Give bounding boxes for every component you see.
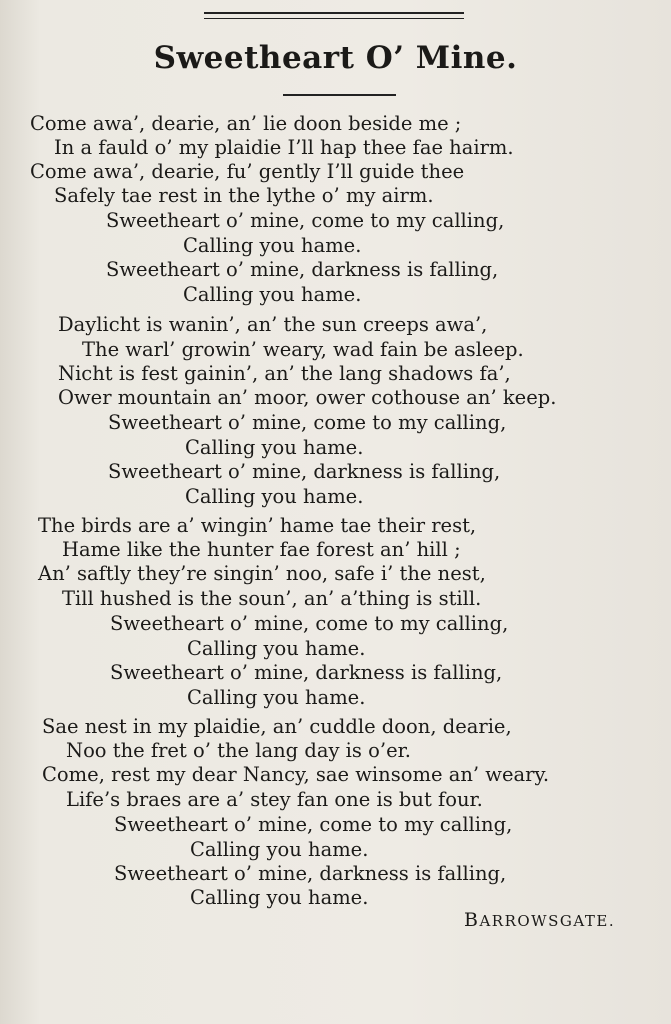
poem-line: Calling you hame. xyxy=(190,838,369,861)
poem-line: Daylicht is wanin’, an’ the sun creeps awa’, xyxy=(58,313,488,336)
poem-line: Safely tae rest in the lythe o’ my airm. xyxy=(54,184,434,207)
poem-line: Hame like the hunter fae forest an’ hill ; xyxy=(62,538,461,561)
poem-line: Sweetheart o’ mine, darkness is falling, xyxy=(108,460,501,483)
author-name-rest: ARROWSGATE. xyxy=(479,912,616,930)
poem-line: Calling you hame. xyxy=(183,234,362,257)
poem-line: Nicht is fest gainin’, an’ the lang shadows fa’, xyxy=(58,362,511,385)
poem-line: Come awa’, dearie, fu’ gently I’ll guide thee xyxy=(30,160,465,183)
poem-line: Calling you hame. xyxy=(190,886,369,909)
poem-line: Calling you hame. xyxy=(185,436,364,459)
poem-line: The birds are a’ wingin’ hame tae their rest, xyxy=(38,514,477,537)
poem-line: In a fauld o’ my plaidie I’ll hap thee fae hairm. xyxy=(54,136,514,159)
poem-line: Sweetheart o’ mine, come to my calling, xyxy=(110,612,509,635)
poem-line: Calling you hame. xyxy=(187,637,366,660)
poem-line: An’ saftly they’re singin’ noo, safe i’ the nest, xyxy=(38,562,486,585)
poem-line: Sweetheart o’ mine, darkness is falling, xyxy=(114,862,507,885)
poem-line: Sweetheart o’ mine, come to my calling, xyxy=(108,411,507,434)
poem-line: The warl’ growin’ weary, wad fain be asleep. xyxy=(82,338,524,361)
poem-line: Sweetheart o’ mine, come to my calling, xyxy=(106,209,505,232)
poem-line: Come awa’, dearie, an’ lie doon beside me ; xyxy=(30,112,462,135)
title-underline xyxy=(283,94,396,96)
author-initial: B xyxy=(464,909,480,931)
top-double-rule xyxy=(204,12,464,14)
poem-line: Sweetheart o’ mine, darkness is falling, xyxy=(106,258,499,281)
poem-line: Calling you hame. xyxy=(183,283,362,306)
poem-line: Life’s braes are a’ stey fan one is but four. xyxy=(66,788,483,811)
poem-line: Ower mountain an’ moor, ower cothouse an’ keep. xyxy=(58,386,557,409)
poem-line: Sweetheart o’ mine, darkness is falling, xyxy=(110,661,503,684)
poem-title: Sweetheart O’ Mine. xyxy=(153,40,518,76)
poem-line: Sweetheart o’ mine, come to my calling, xyxy=(114,813,513,836)
poem-author xyxy=(464,909,615,931)
poem-line: Noo the fret o’ the lang day is o’er. xyxy=(66,739,411,762)
poem-line: Sae nest in my plaidie, an’ cuddle doon, dearie, xyxy=(42,715,512,738)
top-double-rule-thin xyxy=(204,18,464,19)
poem-line: Calling you hame. xyxy=(185,485,364,508)
poem-line: Till hushed is the soun’, an’ a’thing is still. xyxy=(62,587,482,610)
poem-line: Come, rest my dear Nancy, sae winsome an’ weary. xyxy=(42,763,550,786)
poem-line: Calling you hame. xyxy=(187,686,366,709)
